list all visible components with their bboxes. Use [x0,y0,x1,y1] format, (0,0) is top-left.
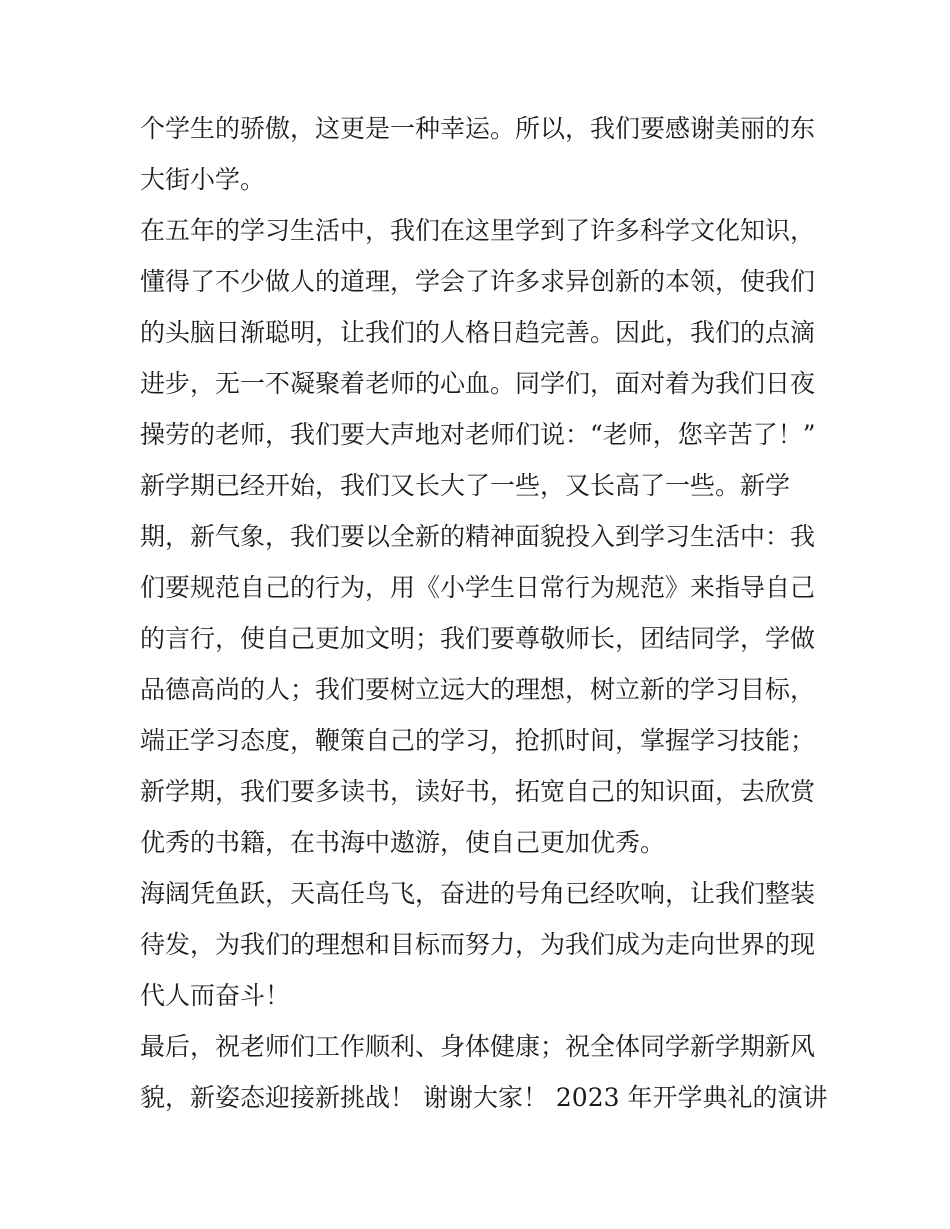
text-line: 优秀的书籍，在书海中遨游，使自己更加优秀。 [140,828,666,857]
text-line: 操劳的老师，我们要大声地对老师们说：“老师，您辛苦了！” [140,420,816,449]
text-line: 期，新气象，我们要以全新的精神面貌投入到学习生活中：我 [140,522,816,551]
text-line: 在五年的学习生活中，我们在这里学到了许多科学文化知识， [140,216,816,245]
text-line: 大街小学。 [140,165,266,194]
text-line: 的头脑日渐聪明，让我们的人格日趋完善。因此，我们的点滴 [140,318,816,347]
text-line: 貌，新姿态迎接新挑战！ 谢谢大家！ 2023 年开学典礼的演讲 [140,1083,828,1112]
text-line: 品德高尚的人；我们要树立远大的理想，树立新的学习目标， [140,675,816,704]
text-line: 新学期，我们要多读书，读好书，拓宽自己的知识面，去欣赏 [140,777,816,806]
document-body [140,103,828,1123]
text-line: 的言行，使自己更加文明；我们要尊敬师长，团结同学，学做 [140,624,816,653]
text-line: 新学期已经开始，我们又长大了一些，又长高了一些。新学 [140,471,791,500]
text-line: 们要规范自己的行为，用《小学生日常行为规范》来指导自己 [140,573,816,602]
text-line: 个学生的骄傲，这更是一种幸运。所以，我们要感谢美丽的东 [140,114,816,143]
text-line: 懂得了不少做人的道理，学会了许多求异创新的本领，使我们 [140,267,816,296]
text-line: 最后，祝老师们工作顺利、身体健康；祝全体同学新学期新风 [140,1032,816,1061]
text-line: 端正学习态度，鞭策自己的学习，抢抓时间，掌握学习技能； [140,726,816,755]
text-line: 代人而奋斗！ [140,981,291,1010]
text-line: 进步，无一不凝聚着老师的心血。同学们，面对着为我们日夜 [140,369,816,398]
text-line: 待发，为我们的理想和目标而努力，为我们成为走向世界的现 [140,930,816,959]
text-line: 海阔凭鱼跃，天高任鸟飞，奋进的号角已经吹响，让我们整装 [140,879,816,908]
